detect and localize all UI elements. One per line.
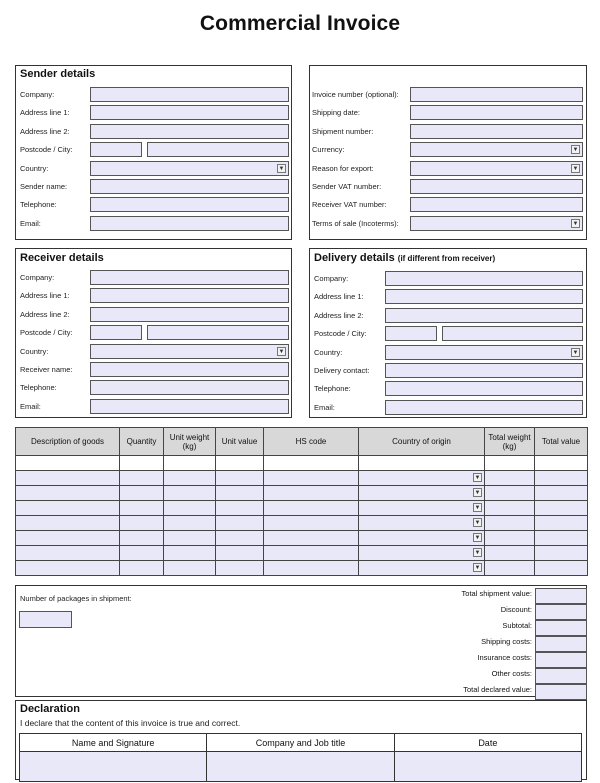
sender-label-1: Address line 1: bbox=[20, 108, 70, 118]
invoice-field-2[interactable] bbox=[410, 124, 583, 139]
goods-cell[interactable] bbox=[535, 456, 588, 471]
totals-label-0: Total shipment value: bbox=[461, 589, 532, 598]
table-row bbox=[16, 546, 588, 561]
goods-cell[interactable] bbox=[164, 471, 216, 486]
sender-field-5[interactable] bbox=[90, 179, 289, 194]
goods-cell[interactable] bbox=[359, 516, 485, 531]
goods-cell[interactable] bbox=[164, 501, 216, 516]
chevron-down-icon[interactable]: ▼ bbox=[278, 348, 285, 355]
delivery-label-5: Delivery contact: bbox=[314, 366, 370, 375]
sender-label-4: Country: bbox=[20, 163, 49, 173]
chevron-down-icon[interactable]: ▼ bbox=[474, 505, 481, 511]
goods-cell[interactable] bbox=[16, 456, 120, 471]
goods-cell[interactable] bbox=[535, 501, 588, 516]
goods-cell[interactable] bbox=[164, 561, 216, 576]
sender-postcode-input[interactable] bbox=[90, 142, 142, 157]
name-signature-header: Name and Signature bbox=[20, 734, 207, 752]
chevron-down-icon[interactable]: ▼ bbox=[474, 565, 481, 571]
delivery-city-input[interactable] bbox=[442, 326, 583, 341]
sender-label-2: Address line 2: bbox=[20, 126, 70, 136]
chevron-down-icon[interactable]: ▼ bbox=[474, 520, 481, 526]
table-row bbox=[16, 456, 588, 471]
goods-cell[interactable] bbox=[535, 516, 588, 531]
totals-field-3[interactable] bbox=[535, 636, 587, 652]
goods-cell[interactable] bbox=[535, 561, 588, 576]
delivery-field-2[interactable] bbox=[385, 308, 583, 323]
sender-field-1[interactable] bbox=[90, 105, 289, 120]
delivery-label-6: Telephone: bbox=[314, 384, 351, 394]
name-signature-field[interactable] bbox=[20, 752, 207, 782]
goods-cell[interactable] bbox=[264, 456, 359, 471]
invoice-field-3[interactable] bbox=[410, 142, 583, 157]
goods-cell[interactable] bbox=[535, 546, 588, 561]
goods-cell[interactable] bbox=[359, 501, 485, 516]
goods-cell[interactable] bbox=[216, 501, 264, 516]
chevron-down-icon[interactable]: ▼ bbox=[572, 147, 579, 154]
receiver-heading: Receiver details bbox=[20, 252, 104, 264]
invoice-label-3: Currency: bbox=[312, 145, 345, 155]
goods-cell[interactable] bbox=[164, 531, 216, 546]
goods-cell[interactable] bbox=[164, 456, 216, 471]
invoice-label-7: Terms of sale (Incoterms): bbox=[312, 218, 399, 228]
receiver-field-1[interactable] bbox=[90, 288, 289, 303]
col-quantity: Quantity bbox=[120, 428, 164, 456]
goods-cell[interactable] bbox=[120, 561, 164, 576]
chevron-down-icon[interactable]: ▼ bbox=[474, 535, 481, 541]
invoice-label-5: Sender VAT number: bbox=[312, 182, 382, 191]
company-job-header: Company and Job title bbox=[207, 734, 394, 752]
goods-cell[interactable] bbox=[485, 531, 535, 546]
totals-field-1[interactable] bbox=[535, 604, 587, 620]
goods-cell[interactable] bbox=[16, 546, 120, 561]
goods-cell[interactable] bbox=[359, 561, 485, 576]
signature-table bbox=[19, 733, 582, 782]
goods-cell[interactable] bbox=[359, 546, 485, 561]
col-unit-value: Unit value bbox=[216, 428, 264, 456]
goods-cell[interactable] bbox=[164, 546, 216, 561]
totals-label-2: Subtotal: bbox=[502, 621, 532, 630]
sender-label-6: Telephone: bbox=[20, 200, 57, 210]
goods-cell[interactable] bbox=[216, 456, 264, 471]
sender-label-5: Sender name: bbox=[20, 182, 68, 191]
goods-cell[interactable] bbox=[16, 501, 120, 516]
receiver-field-5[interactable] bbox=[90, 362, 289, 377]
goods-cell[interactable] bbox=[16, 471, 120, 486]
goods-cell[interactable] bbox=[485, 501, 535, 516]
col-total-value: Total value bbox=[535, 428, 588, 456]
receiver-field-0[interactable] bbox=[90, 270, 289, 285]
company-job-field[interactable] bbox=[207, 752, 394, 782]
goods-cell[interactable] bbox=[120, 501, 164, 516]
invoice-field-6[interactable] bbox=[410, 197, 583, 212]
chevron-down-icon[interactable]: ▼ bbox=[572, 220, 579, 227]
date-field[interactable] bbox=[394, 752, 581, 782]
declaration-text: I declare that the content of this invoice is true and correct. bbox=[20, 718, 241, 728]
goods-cell[interactable] bbox=[359, 471, 485, 486]
delivery-heading bbox=[314, 252, 495, 264]
delivery-label-1: Address line 1: bbox=[314, 292, 364, 302]
goods-cell[interactable] bbox=[535, 486, 588, 501]
delivery-field-1[interactable] bbox=[385, 289, 583, 304]
sender-label-7: Email: bbox=[20, 218, 41, 228]
goods-cell[interactable] bbox=[216, 546, 264, 561]
packages-label: Number of packages in shipment: bbox=[20, 594, 132, 603]
goods-cell[interactable] bbox=[120, 546, 164, 561]
goods-cell[interactable] bbox=[164, 486, 216, 501]
totals-field-2[interactable] bbox=[535, 620, 587, 636]
sender-field-4[interactable] bbox=[90, 161, 289, 176]
totals-label-1: Discount: bbox=[500, 605, 532, 614]
delivery-field-5[interactable] bbox=[385, 363, 583, 378]
delivery-heading-text: Delivery details bbox=[314, 252, 395, 264]
goods-cell[interactable] bbox=[485, 486, 535, 501]
invoice-label-2: Shipment number: bbox=[312, 126, 374, 136]
goods-cell[interactable] bbox=[264, 501, 359, 516]
goods-cell[interactable] bbox=[16, 561, 120, 576]
delivery-heading-note: (if different from receiver) bbox=[397, 254, 496, 263]
sender-field-2[interactable] bbox=[90, 124, 289, 139]
goods-cell[interactable] bbox=[120, 471, 164, 486]
receiver-field-6[interactable] bbox=[90, 380, 289, 395]
table-row bbox=[16, 561, 588, 576]
invoice-field-5[interactable] bbox=[410, 179, 583, 194]
packages-input[interactable] bbox=[19, 611, 72, 628]
goods-cell[interactable] bbox=[485, 456, 535, 471]
goods-cell[interactable] bbox=[264, 486, 359, 501]
delivery-label-2: Address line 2: bbox=[314, 310, 364, 320]
delivery-field-4[interactable] bbox=[385, 345, 583, 360]
goods-cell[interactable] bbox=[216, 471, 264, 486]
sender-field-7[interactable] bbox=[90, 216, 289, 231]
goods-cell[interactable] bbox=[216, 531, 264, 546]
table-row bbox=[16, 471, 588, 486]
receiver-label-3: Postcode / City: bbox=[20, 328, 73, 338]
invoice-field-1[interactable] bbox=[410, 105, 583, 120]
goods-cell[interactable] bbox=[216, 561, 264, 576]
sender-heading: Sender details bbox=[20, 68, 96, 80]
sender-label-3: Postcode / City: bbox=[20, 145, 73, 155]
goods-cell[interactable] bbox=[264, 546, 359, 561]
delivery-label-7: Email: bbox=[314, 402, 335, 412]
table-row bbox=[16, 486, 588, 501]
totals-label-5: Other costs: bbox=[491, 669, 532, 678]
receiver-label-7: Email: bbox=[20, 401, 41, 411]
page-title: Commercial Invoice bbox=[199, 12, 401, 35]
table-row bbox=[16, 516, 588, 531]
col-unit-weight: Unit weight (kg) bbox=[164, 428, 216, 456]
delivery-postcode-input[interactable] bbox=[385, 326, 437, 341]
goods-cell[interactable] bbox=[216, 486, 264, 501]
goods-cell[interactable] bbox=[16, 486, 120, 501]
goods-cell[interactable] bbox=[16, 531, 120, 546]
goods-cell[interactable] bbox=[485, 471, 535, 486]
goods-cell[interactable] bbox=[264, 516, 359, 531]
delivery-label-3: Postcode / City: bbox=[314, 329, 367, 339]
receiver-city-input[interactable] bbox=[147, 325, 289, 340]
goods-cell[interactable] bbox=[359, 531, 485, 546]
receiver-field-2[interactable] bbox=[90, 307, 289, 322]
chevron-down-icon[interactable]: ▼ bbox=[572, 165, 579, 172]
totals-field-5[interactable] bbox=[535, 668, 587, 684]
col-total-weight: Total weight (kg) bbox=[485, 428, 535, 456]
invoice-field-7[interactable] bbox=[410, 216, 583, 231]
goods-cell[interactable] bbox=[216, 516, 264, 531]
delivery-field-6[interactable] bbox=[385, 381, 583, 396]
totals-field-4[interactable] bbox=[535, 652, 587, 668]
receiver-label-6: Telephone: bbox=[20, 383, 57, 393]
goods-table bbox=[15, 427, 588, 576]
invoice-label-6: Receiver VAT number: bbox=[312, 200, 387, 210]
goods-cell[interactable] bbox=[359, 486, 485, 501]
goods-cell[interactable] bbox=[120, 456, 164, 471]
delivery-field-7[interactable] bbox=[385, 400, 583, 415]
totals-field-0[interactable] bbox=[535, 588, 587, 604]
totals-label-4: Insurance costs: bbox=[477, 653, 532, 662]
goods-cell[interactable] bbox=[16, 516, 120, 531]
goods-cell[interactable] bbox=[264, 471, 359, 486]
declaration-heading: Declaration bbox=[20, 703, 80, 715]
goods-cell[interactable] bbox=[535, 531, 588, 546]
receiver-field-4[interactable] bbox=[90, 344, 289, 359]
goods-cell[interactable] bbox=[264, 561, 359, 576]
invoice-field-4[interactable] bbox=[410, 161, 583, 176]
goods-cell[interactable] bbox=[485, 561, 535, 576]
invoice-label-1: Shipping date: bbox=[312, 108, 360, 118]
invoice-field-0[interactable] bbox=[410, 87, 583, 102]
chevron-down-icon[interactable]: ▼ bbox=[474, 550, 481, 556]
goods-cell[interactable] bbox=[359, 456, 485, 471]
goods-cell[interactable] bbox=[164, 516, 216, 531]
totals-label-3: Shipping costs: bbox=[481, 637, 532, 646]
receiver-postcode-input[interactable] bbox=[90, 325, 142, 340]
col-country-origin: Country of origin bbox=[359, 428, 485, 456]
delivery-label-4: Country: bbox=[314, 347, 343, 357]
receiver-label-0: Company: bbox=[20, 273, 55, 282]
col-description: Description of goods bbox=[16, 428, 120, 456]
invoice-label-0: Invoice number (optional): bbox=[312, 90, 399, 99]
chevron-down-icon[interactable]: ▼ bbox=[474, 490, 481, 496]
sender-label-0: Company: bbox=[20, 90, 55, 99]
goods-cell[interactable] bbox=[120, 486, 164, 501]
chevron-down-icon[interactable]: ▼ bbox=[278, 165, 285, 172]
receiver-field-7[interactable] bbox=[90, 399, 289, 414]
goods-cell[interactable] bbox=[120, 516, 164, 531]
chevron-down-icon[interactable]: ▼ bbox=[474, 475, 481, 481]
receiver-label-2: Address line 2: bbox=[20, 309, 70, 319]
totals-field-6[interactable] bbox=[535, 684, 587, 700]
invoice-label-4: Reason for export: bbox=[312, 163, 374, 173]
delivery-label-0: Company: bbox=[314, 274, 349, 283]
goods-cell[interactable] bbox=[535, 471, 588, 486]
receiver-label-5: Receiver name: bbox=[20, 365, 73, 374]
sender-field-6[interactable] bbox=[90, 197, 289, 212]
table-row bbox=[16, 531, 588, 546]
goods-cell[interactable] bbox=[264, 531, 359, 546]
date-header: Date bbox=[394, 734, 581, 752]
chevron-down-icon[interactable]: ▼ bbox=[572, 349, 579, 356]
sender-field-0[interactable] bbox=[90, 87, 289, 102]
goods-table-header bbox=[16, 428, 588, 456]
delivery-field-0[interactable] bbox=[385, 271, 583, 286]
goods-cell[interactable] bbox=[485, 516, 535, 531]
goods-cell[interactable] bbox=[485, 546, 535, 561]
receiver-label-4: Country: bbox=[20, 346, 49, 356]
goods-cell[interactable] bbox=[120, 531, 164, 546]
totals-label-6: Total declared value: bbox=[463, 685, 532, 694]
table-row bbox=[16, 501, 588, 516]
receiver-label-1: Address line 1: bbox=[20, 291, 70, 301]
sender-city-input[interactable] bbox=[147, 142, 289, 157]
col-hs-code: HS code bbox=[264, 428, 359, 456]
